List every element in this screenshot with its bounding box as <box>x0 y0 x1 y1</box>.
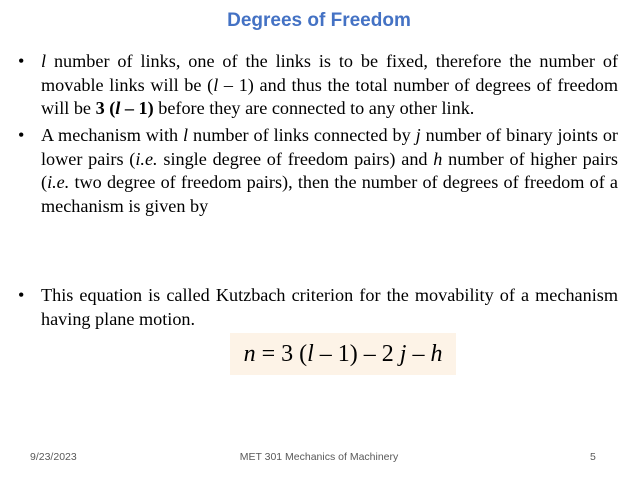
var-l: l <box>41 51 47 71</box>
italic-ie: i.e. <box>135 148 158 169</box>
text-run: number of binary joints or lower pairs ( <box>41 125 618 169</box>
formula-run: – <box>406 341 431 367</box>
footer-course: MET 301 Mechanics of Machinery <box>239 451 399 463</box>
text-run: before they are connected to any other link. <box>153 98 475 118</box>
kutzbach-formula <box>230 339 456 369</box>
italic-ie: i.e. <box>47 172 70 192</box>
var-l: l <box>307 341 314 367</box>
var-j: j <box>399 341 407 367</box>
slide-title: Degrees of Freedom <box>227 10 411 31</box>
var-l: l <box>183 125 189 145</box>
formula-run: = 3 ( <box>255 341 308 367</box>
formula-box <box>230 333 456 375</box>
bullet-text: This equation is called Kutzbach criterion for the movability of a mechanism having plane motion. <box>41 285 618 329</box>
bold-run: 3 ( <box>95 98 116 118</box>
bullet-item-links <box>18 50 618 121</box>
text-run: single degree of freedom pairs) and <box>157 148 434 169</box>
bold-run: – 1) <box>120 98 154 118</box>
var-l-bold: l <box>115 98 121 118</box>
footer-page-number: 5 <box>590 451 596 463</box>
bullet-text <box>41 124 618 218</box>
text-run: – 1) and thus the total number of degrees of freedom will be <box>41 74 619 118</box>
bullet-item-kutzbach <box>18 284 618 331</box>
footer-date: 9/23/2023 <box>30 451 77 463</box>
text-run: A mechanism with <box>41 125 184 145</box>
var-l: l <box>213 74 219 95</box>
bullet-dot: • <box>18 51 25 71</box>
var-h: h <box>430 341 443 367</box>
text-run: number of higher pairs ( <box>41 148 618 192</box>
text-run: number of links, one of the links is to be fixed, therefore the number of movable links will be ( <box>41 51 618 95</box>
bullet-item-mechanism <box>18 124 618 218</box>
text-run: number of links connected by <box>188 125 416 145</box>
text-run: two degree of freedom pairs), then the number of degrees of freedom of a mechanism is given by <box>41 172 618 216</box>
bullet-text <box>41 50 618 121</box>
var-h: h <box>433 148 443 169</box>
var-j: j <box>415 125 421 145</box>
var-n: n <box>243 341 256 367</box>
formula-run: – 1) – 2 <box>313 341 400 367</box>
bullet-dot: • <box>18 285 25 305</box>
bullet-dot: • <box>18 125 25 145</box>
